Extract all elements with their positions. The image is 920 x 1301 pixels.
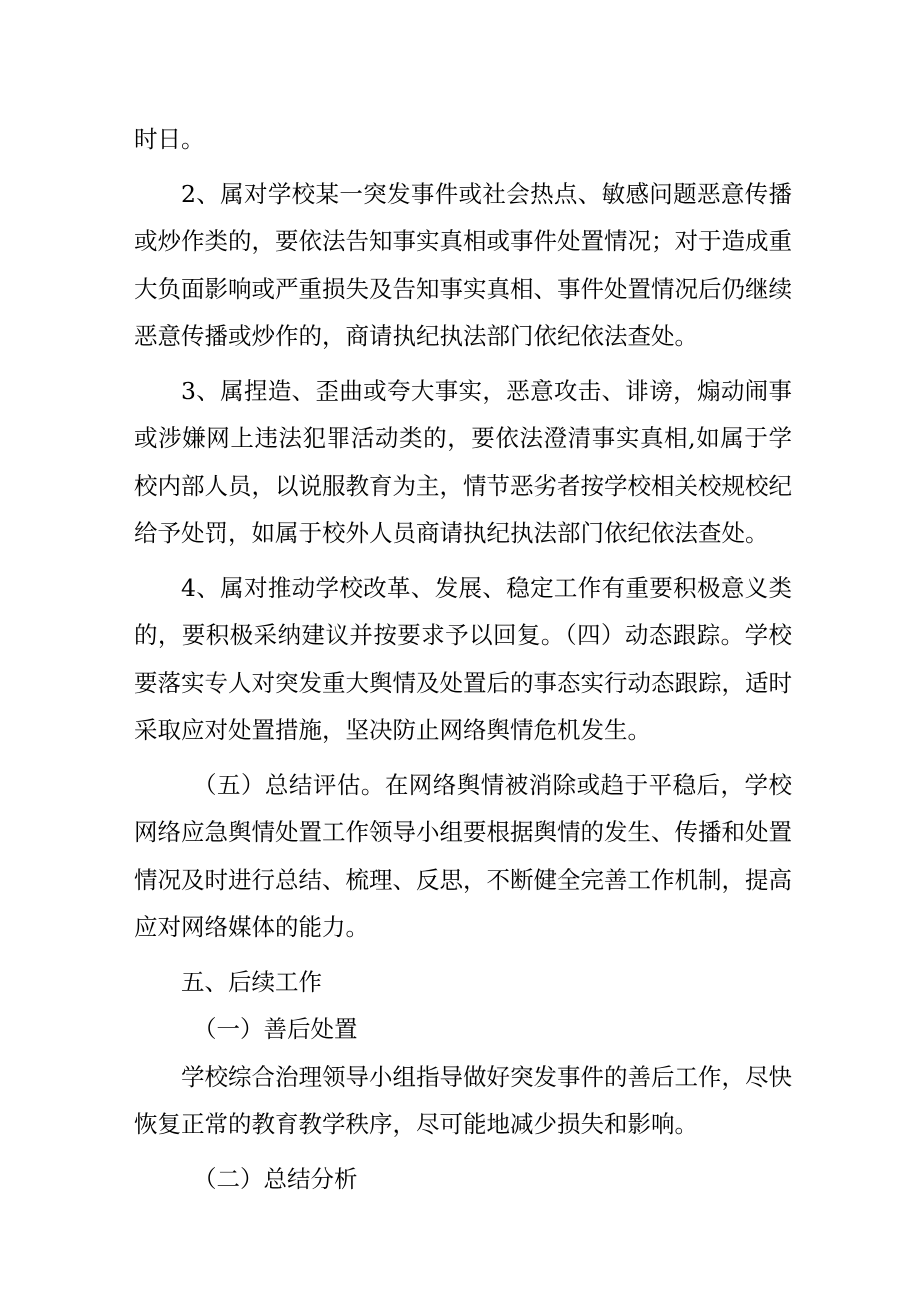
paragraph-item-3: 3、属捏造、歪曲或夸大事实，恶意攻击、诽谤，煽动闹事或涉嫌网上违法犯罪活动类的，要依法澄清事实真相,如属于学校内部人员，以说服教育为主，情节恶劣者按学校相关校规校纪给予处罚，如属于校外人员商请执纪执法部门依纪依法查处。 bbox=[134, 376, 792, 547]
paragraph-item-4: 4、属对推动学校改革、发展、稳定工作有重要积极意义类的，要积极采纳建议并按要求予以回复。（四）动态跟踪。学校要落实专人对突发重大舆情及处置后的事态实行动态跟踪，适时采取应对处置措施，坚决防止网络舆情危机发生。 bbox=[134, 573, 792, 744]
document-body bbox=[134, 116, 792, 1203]
section-heading-follow-up: 五、后续工作 bbox=[181, 967, 322, 996]
subheading-summary-analysis: （二）总结分析 bbox=[193, 1164, 358, 1193]
paragraph-continuation: 时日。 bbox=[134, 125, 205, 153]
paragraph-item-2: 2、属对学校某一突发事件或社会热点、敏感问题恶意传播或炒作类的，要依法告知事实真相或事件处置情况；对于造成重大负面影响或严重损失及告知事实真相、事件处置情况后仍继续恶意传播或炒作的，商请执纪执法部门依纪依法查处。 bbox=[134, 179, 792, 350]
paragraph-aftermath: 学校综合治理领导小组指导做好突发事件的善后工作，尽快恢复正常的教育教学秩序，尽可能地减少损失和影响。 bbox=[134, 1062, 792, 1138]
paragraph-summary-evaluation: （五）总结评估。在网络舆情被消除或趋于平稳后，学校网络应急舆情处置工作领导小组要根据舆情的发生、传播和处置情况及时进行总结、梳理、反思，不断健全完善工作机制，提高应对网络媒体的能力。 bbox=[134, 770, 792, 941]
subheading-aftermath: （一）善后处置 bbox=[193, 1015, 358, 1043]
